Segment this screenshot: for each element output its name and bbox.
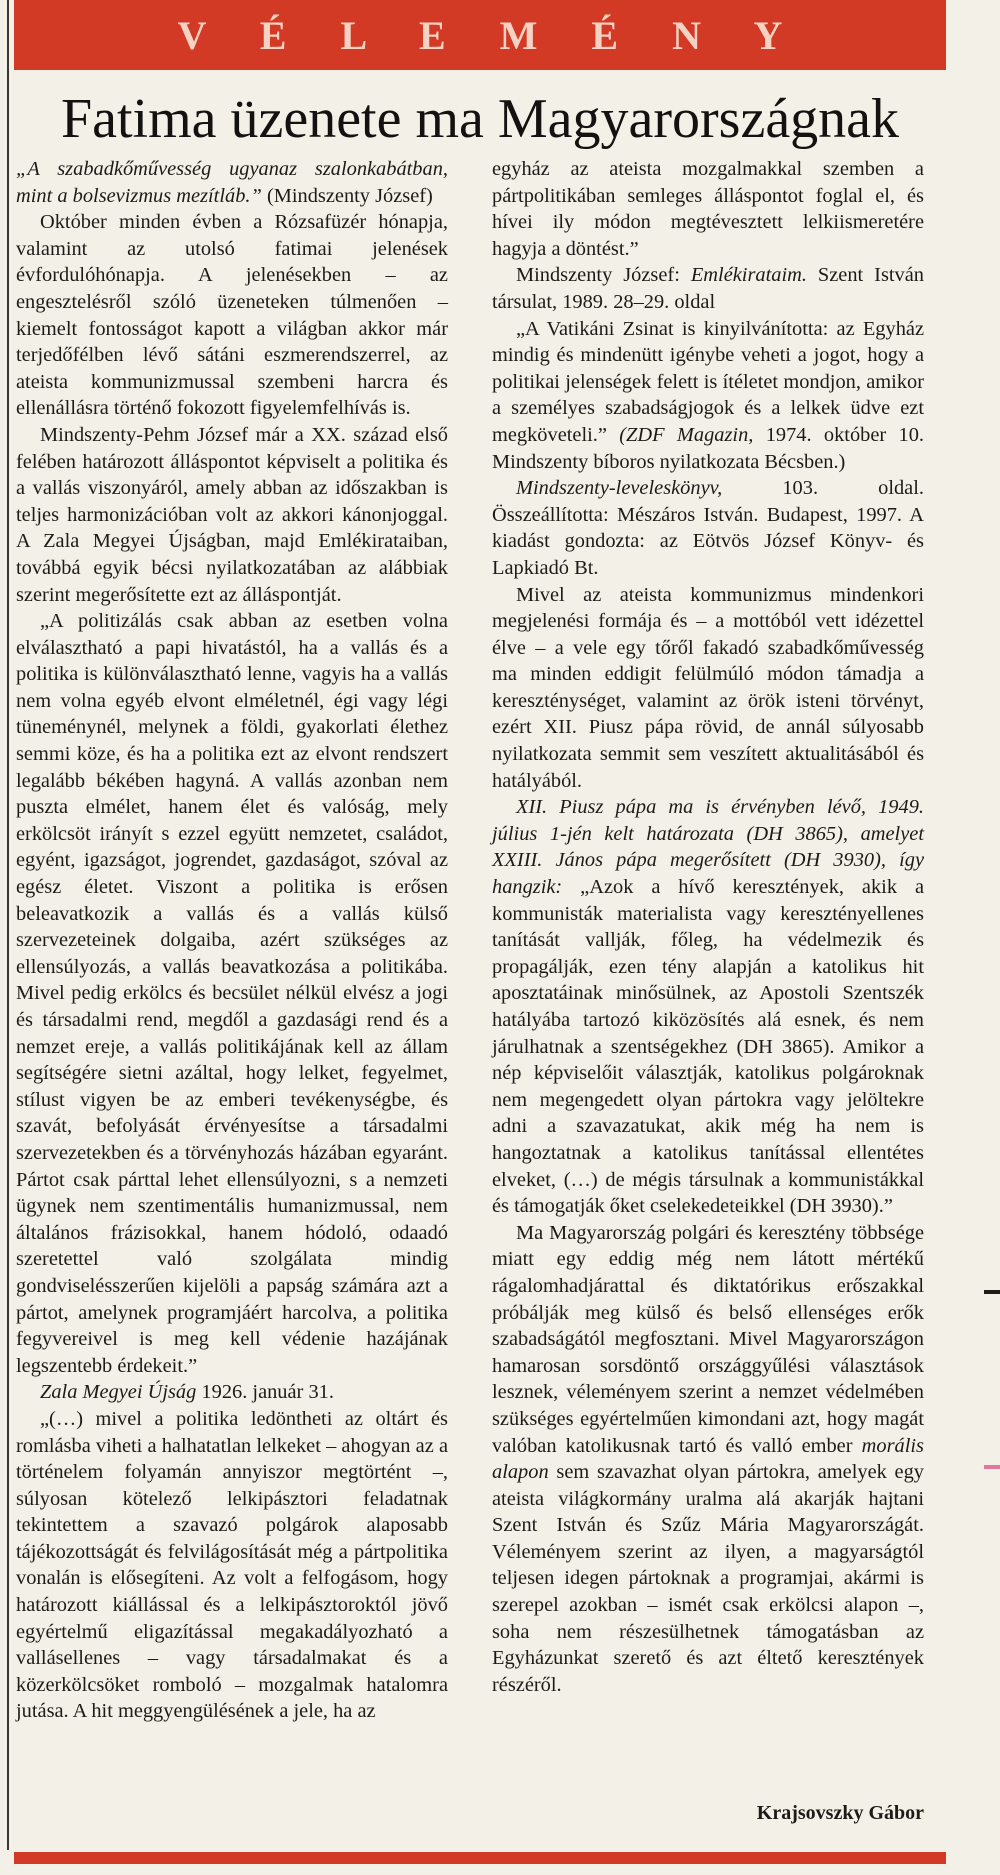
article-headline: Fatima üzenete ma Magyarországnak: [60, 88, 900, 150]
left-column: [16, 156, 448, 1725]
paragraph-text: sem szavazhat olyan pártokra, amelyek egy ateista világkormány uralma alá akarják hajtani Szent István és Szűz Mária Magyarországát. Véleményem szerint az ilyen, a magyarságtól teljesen idegen pártoknak a programjai, akármi is szerepel azokban – ismét csak erkölcsi alapon –, soha nem részesülhetnek támogatásban az Egyházunkat szerető és azt éltető keresztények részéről.: [492, 1461, 924, 1696]
source-citation: [492, 262, 924, 315]
quote-paragraph: [492, 316, 924, 476]
left-margin-rule: [7, 0, 9, 1850]
pius-intro: XII. Piusz pápa ma is érvényben lévő, 1949. július 1-jén kelt határozata (DH 3865), amelyet XXIII. János pápa megerősített (DH 3930), így hangzik:: [492, 796, 924, 899]
motto-quote: „A szabadkőművesség ugyanaz szalonkabátban, mint a bolsevizmus mezítláb.”: [16, 158, 448, 207]
bottom-red-bar: [14, 1852, 946, 1864]
paragraph: [492, 1220, 924, 1699]
citation-details: 1974. október 10. Mindszenty bíboros nyilatkozata Bécsben.): [492, 423, 924, 473]
citation-author: Mindszenty József:: [516, 264, 680, 287]
section-banner: [14, 0, 946, 70]
citation-details: Szent István társulat, 1989. 28–29. oldal: [492, 264, 925, 313]
motto-paragraph: [16, 156, 448, 209]
edge-mark: [984, 1465, 1000, 1469]
citation-title: Zala Megyei Újság: [40, 1381, 197, 1404]
motto-source: (Mindszenty József): [266, 184, 433, 207]
quote-paragraph: „(…) mivel a politika ledöntheti az oltárt és romlásba viheti a halhatatlan lelkeket – ahogyan az a történelem folyamán annyiszor megtörtént –, súlyosan kötelező lelkipásztori feladatnak tekintettem a szavazó polgárok alaposabb tájékozottságát és felvilágosítását még a pártpolitika vonalán is elősegíteni. Az volt a felfogásom, hogy határozott kiállással és a lelkipásztoroktól jövő egyértelmű eligazítással megakadályozható a vallásellenes – vagy társadalmakat és a közerkölcsöket romboló – mozgalmak hatalomra jutása. A hit meggyengülésének a jele, ha az: [16, 1407, 448, 1723]
quote-text: „Azok a hívő keresztények, akik a kommunisták materialista vagy keresztényellenes tanítását vallják, főleg, ha védelmezik és propagálják, ezen tény alapján a katolikus hit aposztatáinak minősülnek, az Apostoli Szentszék hatályába tartozó kiközösítés alá esnek, és nem járulhatnak a szentségekhez (DH 3865). Amikor a nép képviselőit választják, katolikus polgároknak nem megengedett olyan pártokra vagy jelöltekre adni a szavazatukat, akik még ha nem is hangoztatnak a katolikus tanítással ellentétes elveket, (…) de mégis társulnak a kommunistákkal és támogatják őket cselekedeteikkel (DH 3930).”: [492, 876, 924, 1218]
source-citation: [492, 475, 924, 581]
paragraph: Mindszenty-Pehm József már a XX. század első felében határozott álláspontot képviselt a politika és a vallás viszonyáról, amely abban az időszakban is teljes harmonizációban volt az akkori kánonjoggal. A Zala Megyei Újságban, majd Emlékirataiban, továbbá egyik bécsi nyilatkozatában az alábbiak szerint megerősítette ezt az álláspontját.: [16, 423, 448, 606]
section-title: V É L E M É N Y: [177, 12, 805, 58]
paragraph-text: Ma Magyarország polgári és keresztény többsége miatt egy eddig még nem látott mértékű rágalomhadjárattal és diktatórikus erőszakkal próbálják meg külső és belső ellenséges erők szabadságától megfosztani. Mivel Magyarországon hamarosan sorsdöntő országgyűlési választások lesznek, véleményem szerint a nemzet védelmében szükséges egyértelműen kimondani azt, hogy magát valóban katolikusnak tartó és valló ember: [492, 1221, 924, 1457]
citation-details: 103. oldal. Összeállította: Mészáros István. Budapest, 1997. A kiadást gondozta: az Eötvös József Könyv- és Lapkiadó Bt.: [492, 477, 924, 579]
paragraph: Október minden évben a Rózsafüzér hónapja, valamint az utolsó fatimai jelenések évfordulóhónapja. A jelenésekben – az engesztelésről szóló üzeneteken túlmenően – kiemelt fontosságot kapott a világban akkor már terjedőfélben lévő sátáni eszmerendszerrel, az ateista kommunizmussal szembeni harcra és ellenállásra történő fokozott figyelemfelhívás is.: [16, 211, 448, 420]
source-citation: [16, 1379, 448, 1406]
citation-date: 1926. január 31.: [201, 1381, 334, 1404]
right-column: [492, 156, 924, 1698]
citation-title: Emlékirataim.: [690, 264, 807, 287]
emphasis-text: morális alapon: [492, 1434, 924, 1484]
paragraph: egyház az ateista mozgalmakkal szemben a pártpolitikában semleges álláspontot foglal el, és hívei ily módon megtévesztett lelkiismeretére hagyja a döntést.”: [492, 158, 924, 260]
quote-paragraph: [492, 794, 924, 1220]
edge-mark: [984, 1290, 1000, 1294]
citation-title: (ZDF Magazin,: [619, 423, 754, 446]
quote-paragraph: „A politizálás csak abban az esetben volna elválasztható a papi hivatástól, ha a vallás és a politika is különválasztható lenne, vagyis ha a vallás nem volna egyéb elvont elméletnél, égi vagy légi tüneménynél, melynek a földi, gyakorlati élethez semmi köze, és ha a politika ezt az elvont rendszert legalább békében hagyná. A vallás azonban nem puszta elmélet, hanem élet és valóság, mely erkölcsöt irányít s ezzel együtt nemzetet, családot, egyént, igazságot, jogrendet, gazdaságot, szóval az egész életet. Viszont a politika is erősen beleavatkozik a vallás és a vallás külső szervezeteinek dolgaiba, azért szükséges az ellensúlyozás, a vallás beavatkozása a politikába. Mivel pedig erkölcs és becsület nélkül elvész a jogi és társadalmi rend, megdől a gazdasági rend és a nemzet ereje, a vallás politikájának kell az állam segítségére sietni azáltal, hogy lelket, fegyelmet, stílust vigyen be az emberi tevékenységbe, és szavát, befolyását érvényesítse a társadalmi szervezetekben és a törvényhozás házában egyaránt. Pártot csak párttal lehet ellensúlyozni, s a nemzeti ügynek nem szentimentális humanizmussal, nem általános frázisokkal, hanem hódoló, odaadó szeretettel való szolgálata mindig gondviselésszerűen kijelöli a papság számára azt a pártot, amelynek programjáért harcolva, a politika fegyvereivel is meg kell védenie hazájának legszentebb érdekeit.”: [16, 610, 448, 1377]
quote-text: „A Vatikáni Zsinat is kinyilvánította: az Egyház mindig és mindenütt igénybe veheti a jogot, hogy a politikai jelenségek felett is ítéletet mondjon, amikor a személyes szabadságjogok és a lelkek üdve ezt megköveteli.”: [492, 317, 924, 446]
paragraph: Mivel az ateista kommunizmus mindenkori megjelenési formája és – a mottóból vett idézettel élve – a vele egy tőről fakadó szabadkőművesség ma minden eddigit felülmúló módon támadja a kereszténységet, valamint az örök isteni törvényt, ezért XII. Piusz pápa rövid, de annál súlyosabb nyilatkozata semmit sem veszített aktualitásából és hatályából.: [492, 583, 924, 792]
citation-title: Mindszenty-leveleskönyv,: [516, 477, 723, 500]
author-byline: Krajsovszky Gábor: [756, 1802, 924, 1824]
